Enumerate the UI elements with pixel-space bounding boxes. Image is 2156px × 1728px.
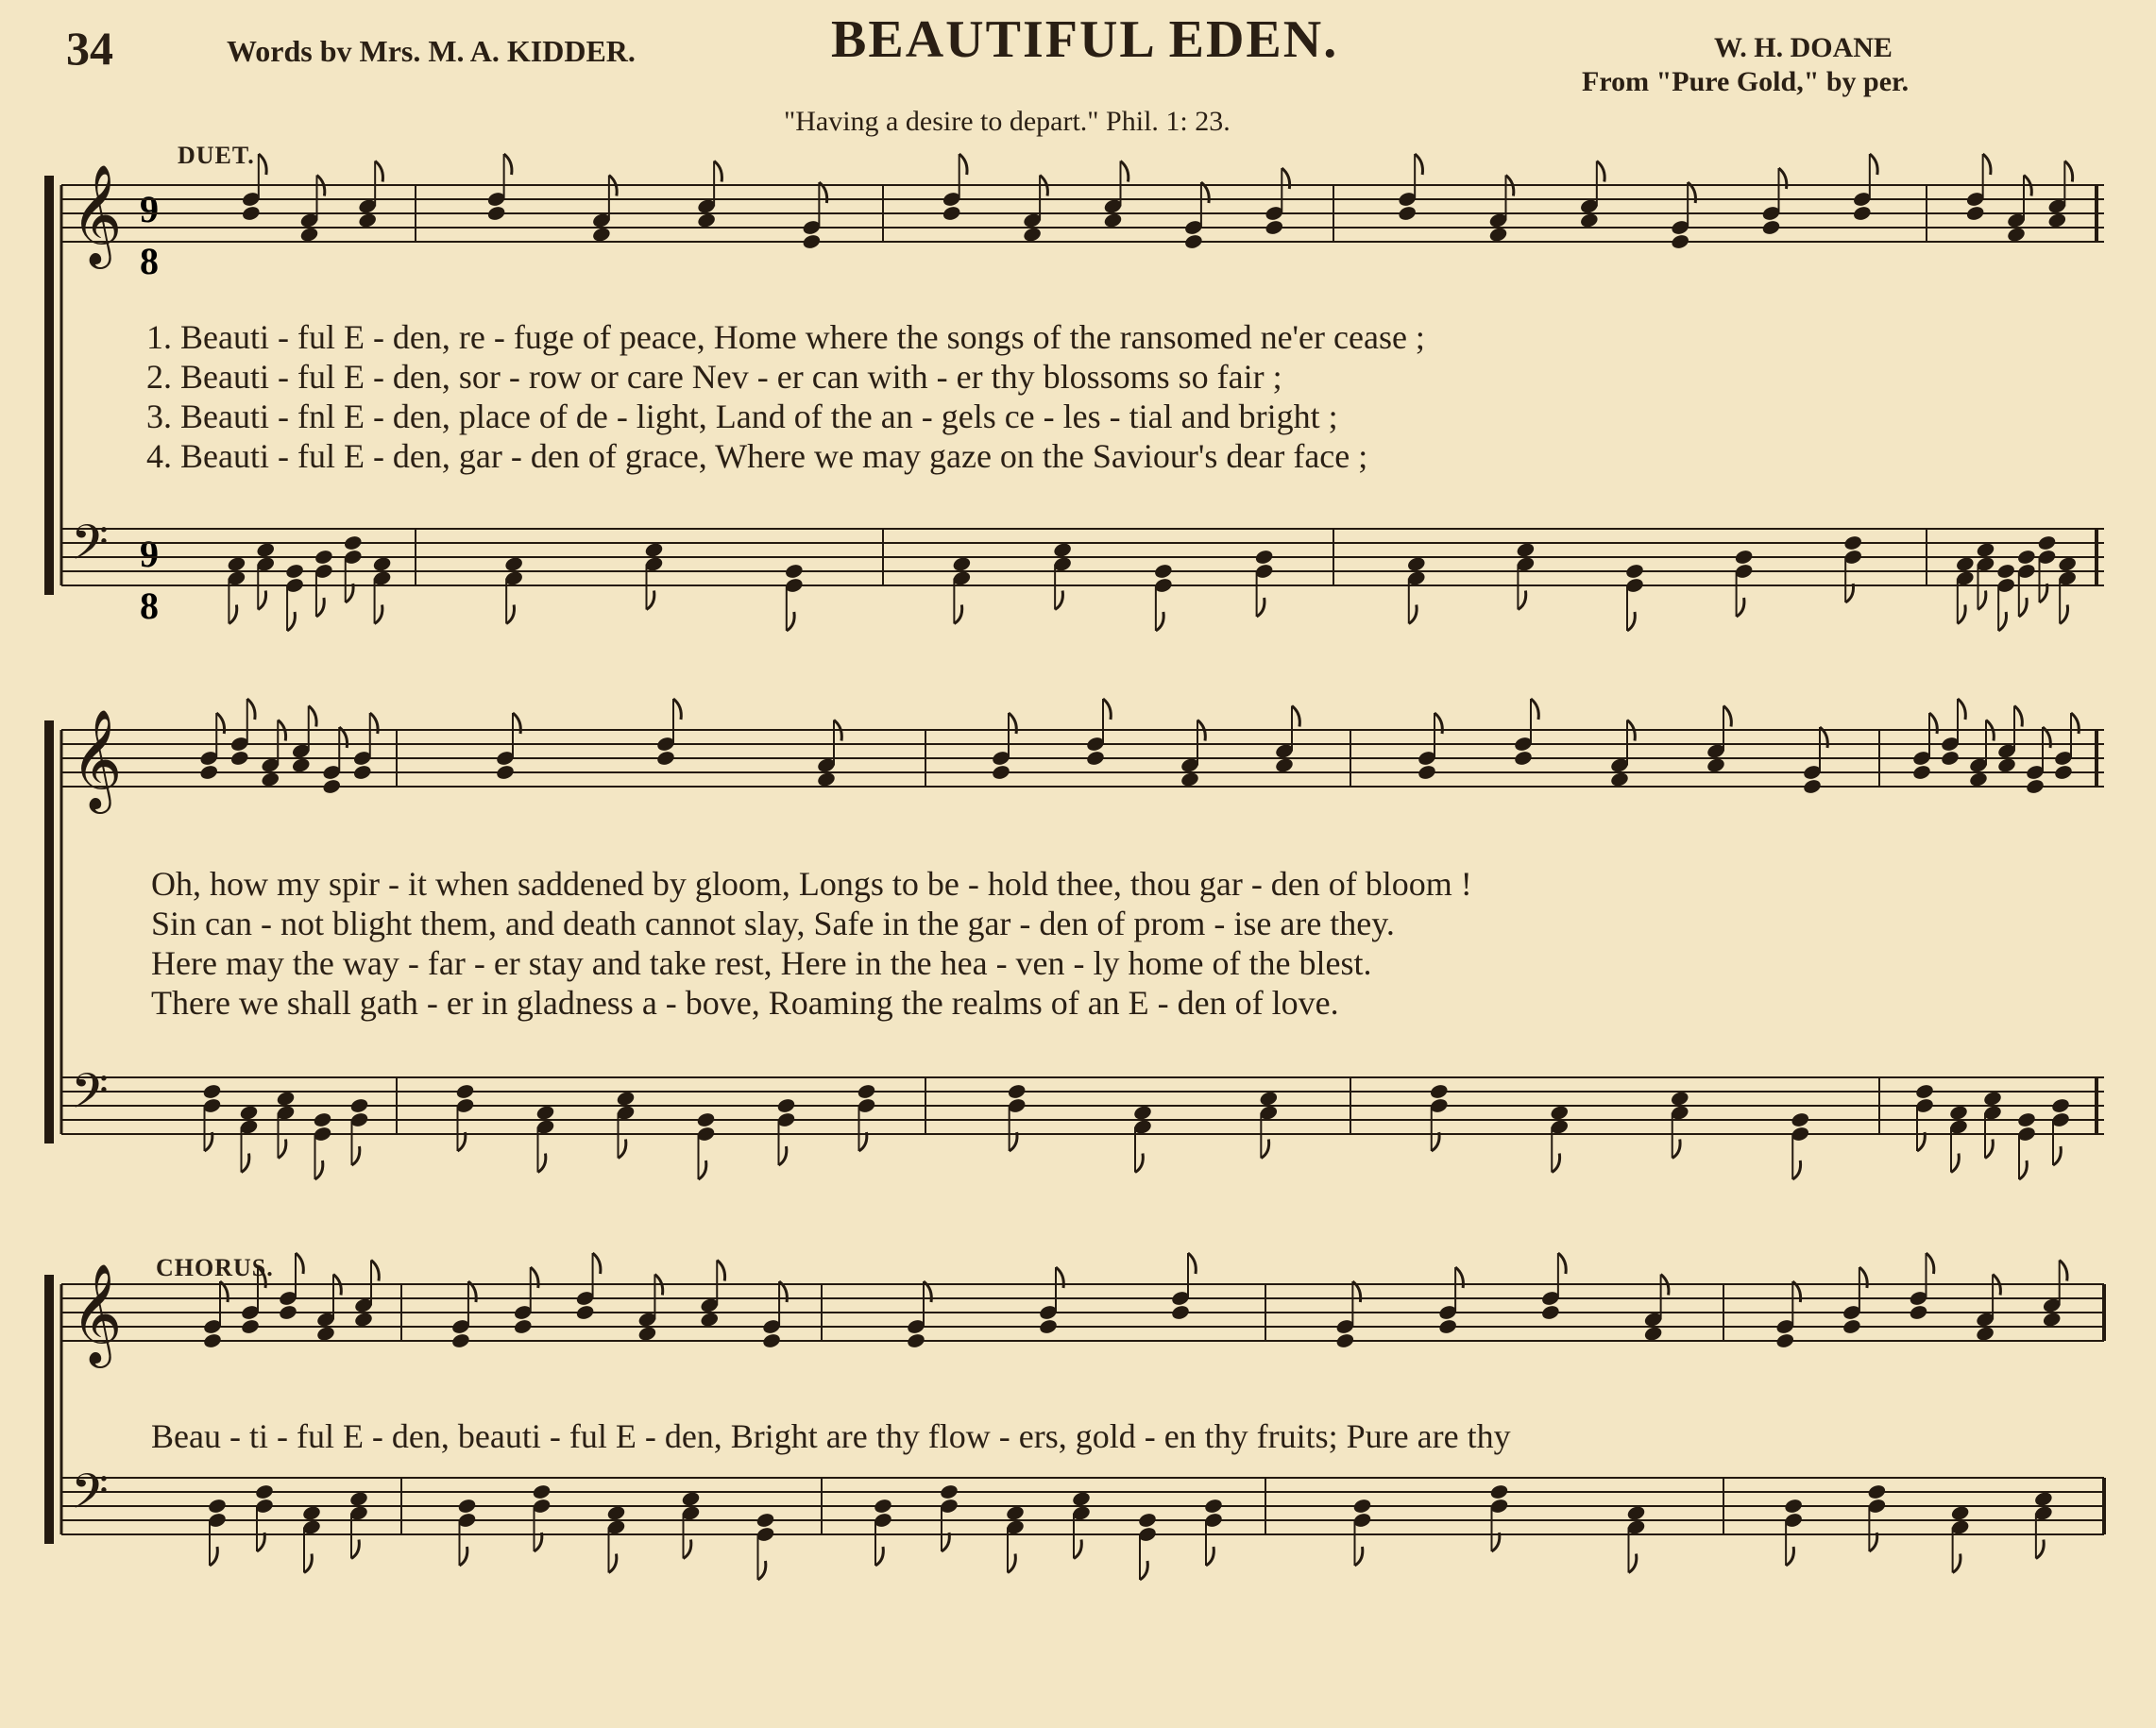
notehead bbox=[450, 1332, 470, 1349]
notehead bbox=[495, 764, 515, 781]
notehead bbox=[1038, 1318, 1058, 1335]
system-bracket bbox=[44, 720, 54, 1144]
notehead bbox=[1626, 1504, 1646, 1521]
notehead bbox=[1909, 1304, 1928, 1321]
notehead bbox=[299, 226, 319, 243]
notehead bbox=[700, 1311, 720, 1328]
note-flag bbox=[1737, 598, 1744, 617]
notehead bbox=[2037, 534, 2057, 551]
note-flag bbox=[229, 605, 236, 624]
notehead bbox=[372, 555, 392, 572]
notehead bbox=[1437, 1318, 1457, 1335]
notehead bbox=[1852, 205, 1872, 222]
notehead bbox=[857, 1083, 876, 1100]
verse-4-line-b: There we shall gath - er in gladness a - bove, Roaming the realms of an E - den of love. bbox=[151, 984, 1339, 1022]
notehead bbox=[1996, 756, 2016, 773]
note-flag bbox=[1156, 612, 1163, 631]
notehead bbox=[1550, 1104, 1570, 1121]
notehead bbox=[784, 563, 804, 580]
bass-clef-icon: 𝄢 bbox=[71, 1463, 109, 1532]
notehead bbox=[314, 549, 333, 566]
notehead bbox=[1609, 771, 1629, 788]
notehead bbox=[606, 1504, 626, 1521]
notehead bbox=[1734, 549, 1754, 566]
note-flag bbox=[1292, 706, 1299, 727]
note-flag bbox=[351, 1540, 359, 1559]
notehead bbox=[2050, 1097, 2070, 1114]
note-flag bbox=[247, 699, 255, 720]
note-flag bbox=[647, 591, 654, 610]
note-flag bbox=[717, 1261, 724, 1281]
notehead bbox=[1265, 219, 1284, 236]
notehead bbox=[616, 1090, 636, 1107]
notehead bbox=[1335, 1332, 1355, 1349]
note-flag bbox=[1074, 1540, 1081, 1559]
notehead bbox=[199, 764, 219, 781]
notehead bbox=[2057, 555, 2077, 572]
note-flag bbox=[375, 605, 382, 624]
bass-clef-icon: 𝄢 bbox=[71, 514, 109, 583]
note-flag bbox=[1870, 154, 1877, 175]
notehead bbox=[802, 233, 822, 250]
notehead bbox=[1132, 1104, 1152, 1121]
notehead bbox=[1955, 555, 1975, 572]
bass-clef-icon: 𝄢 bbox=[71, 1062, 109, 1131]
notehead bbox=[1516, 541, 1536, 558]
notehead bbox=[313, 1111, 332, 1128]
notehead bbox=[1170, 1304, 1190, 1321]
notehead bbox=[1397, 205, 1417, 222]
notehead bbox=[486, 205, 506, 222]
note-flag bbox=[1978, 591, 1986, 610]
notehead bbox=[202, 1332, 222, 1349]
notehead bbox=[1153, 563, 1173, 580]
note-flag bbox=[2019, 598, 2027, 617]
notehead bbox=[315, 1325, 335, 1342]
notehead bbox=[591, 226, 611, 243]
notehead bbox=[2053, 764, 2073, 781]
note-flag bbox=[787, 612, 794, 631]
notehead bbox=[1911, 764, 1931, 781]
system-bracket bbox=[44, 1275, 54, 1544]
note-flag bbox=[2036, 1540, 2044, 1559]
notehead bbox=[816, 771, 836, 788]
note-flag bbox=[954, 605, 961, 624]
treble-clef-icon: 𝄞 bbox=[71, 708, 123, 809]
treble-clef-icon: 𝄞 bbox=[71, 163, 123, 264]
notehead bbox=[1968, 771, 1988, 788]
note-flag bbox=[1786, 1547, 1793, 1566]
note-flag bbox=[2060, 1261, 2067, 1281]
notehead bbox=[276, 1090, 296, 1107]
verse-3-line-a: 3. Beauti - fnl E - den, place of de - light, Land of the an - gels ce - les - tial and bright ; bbox=[146, 398, 1338, 435]
notehead bbox=[2025, 778, 2045, 795]
notehead bbox=[357, 212, 377, 229]
note-flag bbox=[1055, 591, 1062, 610]
note-flag bbox=[1121, 161, 1129, 182]
notehead bbox=[696, 212, 716, 229]
notehead bbox=[322, 778, 342, 795]
note-flag bbox=[1629, 1554, 1637, 1573]
note-flag bbox=[699, 1160, 706, 1179]
notehead bbox=[535, 1104, 555, 1121]
notehead bbox=[1670, 1090, 1689, 1107]
note-flag bbox=[1672, 1140, 1680, 1159]
notehead bbox=[1706, 756, 1725, 773]
treble-clef-icon: 𝄞 bbox=[71, 1262, 123, 1364]
note-flag bbox=[315, 1160, 323, 1179]
notehead bbox=[1950, 1504, 1970, 1521]
notehead bbox=[301, 1504, 321, 1521]
notehead bbox=[2016, 549, 2036, 566]
notehead bbox=[455, 1083, 475, 1100]
notehead bbox=[227, 555, 246, 572]
notehead bbox=[1071, 1490, 1091, 1507]
note-flag bbox=[2014, 706, 2022, 727]
notehead bbox=[2016, 1111, 2036, 1128]
notehead bbox=[776, 1097, 796, 1114]
note-flag bbox=[1518, 591, 1525, 610]
notehead bbox=[1137, 1512, 1157, 1529]
chorus-label: CHORUS. bbox=[156, 1254, 274, 1281]
note-flag bbox=[1927, 1253, 1934, 1274]
notehead bbox=[1429, 1083, 1449, 1100]
notehead bbox=[696, 1111, 716, 1128]
scripture-epigraph: "Having a desire to depart." Phil. 1: 23. bbox=[784, 106, 1231, 137]
note-flag bbox=[316, 598, 324, 617]
treble-time-sig-top: 9 bbox=[140, 188, 159, 230]
note-flag bbox=[1983, 154, 1991, 175]
note-flag bbox=[1998, 612, 2006, 631]
notehead bbox=[681, 1490, 701, 1507]
system-bracket bbox=[44, 176, 54, 595]
notehead bbox=[2033, 1490, 2053, 1507]
notehead bbox=[1843, 534, 1863, 551]
note-flag bbox=[304, 1554, 312, 1573]
notehead bbox=[952, 555, 972, 572]
notehead bbox=[278, 1304, 297, 1321]
source-credit: From "Pure Gold," by per. bbox=[1582, 66, 1910, 97]
notehead bbox=[575, 1304, 595, 1321]
note-flag bbox=[279, 1140, 286, 1159]
note-flag bbox=[1008, 1554, 1015, 1573]
notehead bbox=[1488, 226, 1508, 243]
note-flag bbox=[619, 1140, 626, 1159]
notehead bbox=[503, 555, 523, 572]
note-flag bbox=[1597, 161, 1604, 182]
notehead bbox=[513, 1318, 533, 1335]
note-flag bbox=[875, 1547, 883, 1566]
note-flag bbox=[1257, 598, 1265, 617]
notehead bbox=[1489, 1483, 1509, 1500]
page-number: 34 bbox=[66, 22, 113, 75]
note-flag bbox=[375, 161, 382, 182]
notehead bbox=[2042, 1311, 2062, 1328]
notehead bbox=[1965, 205, 1985, 222]
notehead bbox=[1867, 1483, 1887, 1500]
note-flag bbox=[1103, 699, 1111, 720]
notehead bbox=[939, 1483, 959, 1500]
verse-2-line-b: Sin can - not blight them, and death cannot slay, Safe in the gar - den of prom - ise are they. bbox=[151, 905, 1395, 942]
notehead bbox=[352, 764, 372, 781]
song-title: BEAUTIFUL EDEN. bbox=[831, 10, 1339, 69]
notehead bbox=[532, 1483, 552, 1500]
notehead bbox=[1180, 771, 1199, 788]
note-flag bbox=[1953, 1554, 1961, 1573]
notehead bbox=[343, 534, 363, 551]
notehead bbox=[1775, 1332, 1795, 1349]
note-flag bbox=[1409, 605, 1417, 624]
notehead bbox=[457, 1498, 477, 1515]
notehead bbox=[644, 541, 664, 558]
note-flag bbox=[2060, 605, 2067, 624]
notehead bbox=[1022, 226, 1042, 243]
note-flag bbox=[609, 1554, 617, 1573]
note-flag bbox=[259, 154, 266, 175]
note-flag bbox=[959, 154, 967, 175]
note-flag bbox=[1723, 706, 1731, 727]
note-flag bbox=[1355, 1547, 1363, 1566]
notehead bbox=[202, 1083, 222, 1100]
note-flag bbox=[1415, 154, 1422, 175]
note-flag bbox=[758, 1561, 766, 1580]
note-flag bbox=[1958, 605, 1965, 624]
notehead bbox=[1948, 1104, 1968, 1121]
note-flag bbox=[258, 591, 265, 610]
notehead bbox=[1352, 1498, 1372, 1515]
notehead bbox=[761, 1332, 781, 1349]
notehead bbox=[1975, 1325, 1995, 1342]
duet-label: DUET. bbox=[178, 142, 255, 169]
notehead bbox=[1643, 1325, 1663, 1342]
note-flag bbox=[1958, 699, 1965, 720]
notehead bbox=[1005, 1504, 1025, 1521]
note-flag bbox=[287, 612, 295, 631]
note-flag bbox=[2064, 161, 2072, 182]
note-flag bbox=[371, 1261, 379, 1281]
notehead bbox=[2047, 212, 2067, 229]
notehead bbox=[241, 205, 261, 222]
notehead bbox=[1976, 541, 1995, 558]
notehead bbox=[655, 750, 675, 767]
notehead bbox=[353, 1311, 373, 1328]
notehead bbox=[1417, 764, 1436, 781]
note-flag bbox=[1552, 1154, 1559, 1173]
note-flag bbox=[296, 1253, 303, 1274]
note-flag bbox=[593, 1253, 601, 1274]
treble-time-sig-bottom: 8 bbox=[140, 240, 159, 282]
notehead bbox=[261, 771, 280, 788]
note-flag bbox=[352, 1146, 360, 1165]
notehead bbox=[2006, 226, 2026, 243]
verse-1-line-b: Oh, how my spir - it when saddened by gloom, Longs to be - hold thee, thou gar - den of bloom ! bbox=[151, 865, 1472, 903]
notehead bbox=[1406, 555, 1426, 572]
note-flag bbox=[1140, 1561, 1147, 1580]
notehead bbox=[637, 1325, 657, 1342]
notehead bbox=[1540, 1304, 1560, 1321]
bass-time-sig-bottom: 8 bbox=[140, 584, 159, 627]
note-flag bbox=[1792, 1160, 1800, 1179]
notehead bbox=[284, 563, 304, 580]
verse-1-line-a: 1. Beauti - ful E - den, re - fuge of peace, Home where the songs of the ransomed ne'er cease ; bbox=[146, 318, 1425, 356]
notehead bbox=[1940, 750, 1960, 767]
notehead bbox=[1183, 233, 1203, 250]
notehead bbox=[1670, 233, 1689, 250]
notehead bbox=[1802, 778, 1822, 795]
note-flag bbox=[2053, 1146, 2061, 1165]
notehead bbox=[906, 1332, 925, 1349]
lyricist-credit: Words bv Mrs. M. A. KIDDER. bbox=[227, 34, 636, 68]
note-flag bbox=[714, 161, 721, 182]
notehead bbox=[991, 764, 1010, 781]
note-flag bbox=[1188, 1253, 1196, 1274]
verse-2-line-a: 2. Beauti - ful E - den, sor - row or care Nev - er can with - er thy blossoms so fair ; bbox=[146, 358, 1282, 396]
notehead bbox=[1579, 212, 1599, 229]
notehead bbox=[1274, 756, 1294, 773]
note-flag bbox=[779, 1146, 787, 1165]
verse-3-line-b: Here may the way - far - er stay and take rest, Here in the hea - ven - ly home of the blest. bbox=[151, 944, 1372, 982]
note-flag bbox=[210, 1547, 217, 1566]
notehead bbox=[755, 1512, 775, 1529]
verse-4-line-a: 4. Beauti - ful E - den, gar - den of grace, Where we may gaze on the Saviour's dear face ; bbox=[146, 437, 1368, 475]
note-flag bbox=[673, 699, 681, 720]
notehead bbox=[1254, 549, 1274, 566]
note-flag bbox=[504, 154, 512, 175]
note-flag bbox=[684, 1540, 691, 1559]
notehead bbox=[1982, 1090, 2002, 1107]
bass-time-sig-top: 9 bbox=[140, 533, 159, 575]
notehead bbox=[873, 1498, 892, 1515]
note-flag bbox=[460, 1547, 467, 1566]
notehead bbox=[1203, 1498, 1223, 1515]
note-flag bbox=[1135, 1154, 1143, 1173]
notehead bbox=[1995, 563, 2015, 580]
note-flag bbox=[1261, 1140, 1268, 1159]
chorus-lyric-line: Beau - ti - ful E - den, beauti - ful E - den, Bright are thy flow - ers, gold - en thy fruits; Pure are thy bbox=[151, 1417, 1511, 1455]
note-flag bbox=[1558, 1253, 1566, 1274]
note-flag bbox=[506, 605, 514, 624]
notehead bbox=[1103, 212, 1123, 229]
note-flag bbox=[1627, 612, 1635, 631]
note-flag bbox=[309, 706, 316, 727]
note-flag bbox=[1985, 1140, 1993, 1159]
notehead bbox=[1085, 750, 1105, 767]
notehead bbox=[1259, 1090, 1279, 1107]
notehead bbox=[348, 1490, 368, 1507]
notehead bbox=[1513, 750, 1533, 767]
notehead bbox=[291, 756, 311, 773]
note-flag bbox=[538, 1154, 546, 1173]
notehead bbox=[1761, 219, 1781, 236]
note-flag bbox=[242, 1154, 249, 1173]
notehead bbox=[239, 1104, 259, 1121]
note-flag bbox=[1951, 1154, 1959, 1173]
note-flag bbox=[2019, 1160, 2027, 1179]
notehead bbox=[256, 541, 276, 558]
notehead bbox=[254, 1483, 274, 1500]
composer-credit: W. H. DOANE bbox=[1714, 32, 1893, 63]
notehead bbox=[349, 1097, 369, 1114]
notehead bbox=[1791, 1111, 1810, 1128]
notehead bbox=[1842, 1318, 1861, 1335]
note-flag bbox=[1531, 699, 1538, 720]
notehead bbox=[229, 750, 249, 767]
notehead bbox=[207, 1498, 227, 1515]
notehead bbox=[942, 205, 961, 222]
note-flag bbox=[1206, 1547, 1214, 1566]
notehead bbox=[1914, 1083, 1934, 1100]
notehead bbox=[1783, 1498, 1803, 1515]
notehead bbox=[1007, 1083, 1027, 1100]
notehead bbox=[1052, 541, 1072, 558]
notehead bbox=[240, 1318, 260, 1335]
notehead bbox=[1624, 563, 1644, 580]
